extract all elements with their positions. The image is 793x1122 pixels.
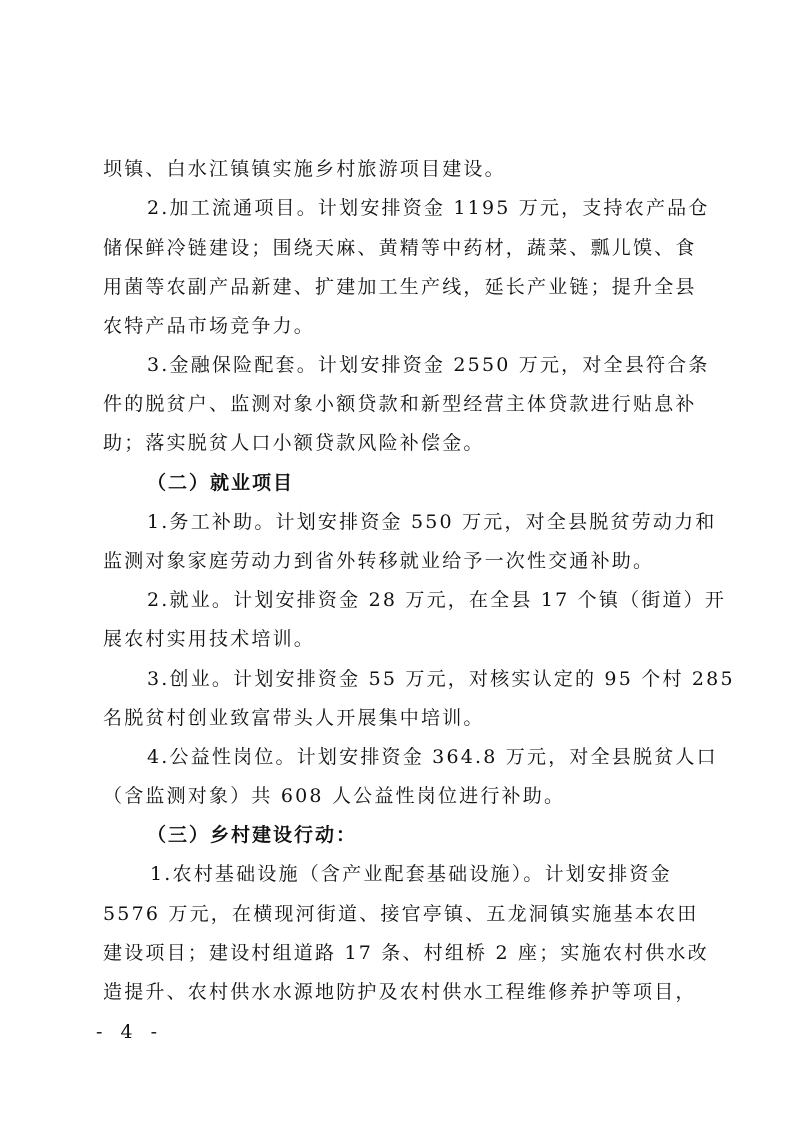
body-text-line: 件的脱贫户、监测对象小额贷款和新型经营主体贷款进行贴息补 [103,393,697,415]
body-text-line: （含监测对象）共 608 人公益性岗位进行补助。 [103,785,566,807]
body-text-line: 农特产品市场竞争力。 [103,315,316,337]
body-text-line: 3.创业。计划安排资金 55 万元，对核实认定的 95 个村 285 [147,668,735,690]
body-text-line: 储保鲜冷链建设；围绕天麻、黄精等中药材，蔬菜、瓢儿馍、食 [103,237,697,259]
body-text-line: 1.务工补助。计划安排资金 550 万元，对全县脱贫劳动力和 [147,511,717,533]
body-text-line: 名脱贫村创业致富带头人开展集中培训。 [103,707,485,729]
body-text-line: 4.公益性岗位。计划安排资金 364.8 万元，对全县脱贫人口 [147,746,718,768]
body-text-line: 用菌等农副产品新建、扩建加工生产线，延长产业链；提升全县 [103,276,697,298]
section-heading: （三）乡村建设行动： [147,824,358,846]
body-text-line: 监测对象家庭劳动力到省外转移就业给予一次性交通补助。 [103,550,655,572]
body-text-line: 2.加工流通项目。计划安排资金 1195 万元，支持农产品仓 [147,197,710,219]
body-text-line: 坝镇、白水江镇镇实施乡村旅游项目建设。 [103,158,506,180]
section-heading: （二）就业项目 [147,472,295,494]
page-number: - 4 - [96,1021,164,1043]
body-text-line: 建设项目；建设村组道路 17 条、村组桥 2 座；实施农村供水改 [103,942,709,964]
body-text-line: 2.就业。计划安排资金 28 万元，在全县 17 个镇（街道）开 [147,589,727,611]
body-text-line: 展农村实用技术培训。 [103,628,316,650]
body-text-line: 5576 万元，在横现河街道、接官亭镇、五龙洞镇实施基本农田 [103,903,699,925]
body-text-line: 1.农村基础设施（含产业配套基础设施）。计划安排资金 [150,863,672,885]
body-text-line: 3.金融保险配套。计划安排资金 2550 万元，对全县符合条 [147,354,710,376]
body-text-line: 造提升、农村供水水源地防护及农村供水工程维修养护等项目， [103,981,697,1003]
body-text-line: 助；落实脱贫人口小额贷款风险补偿金。 [103,432,485,454]
